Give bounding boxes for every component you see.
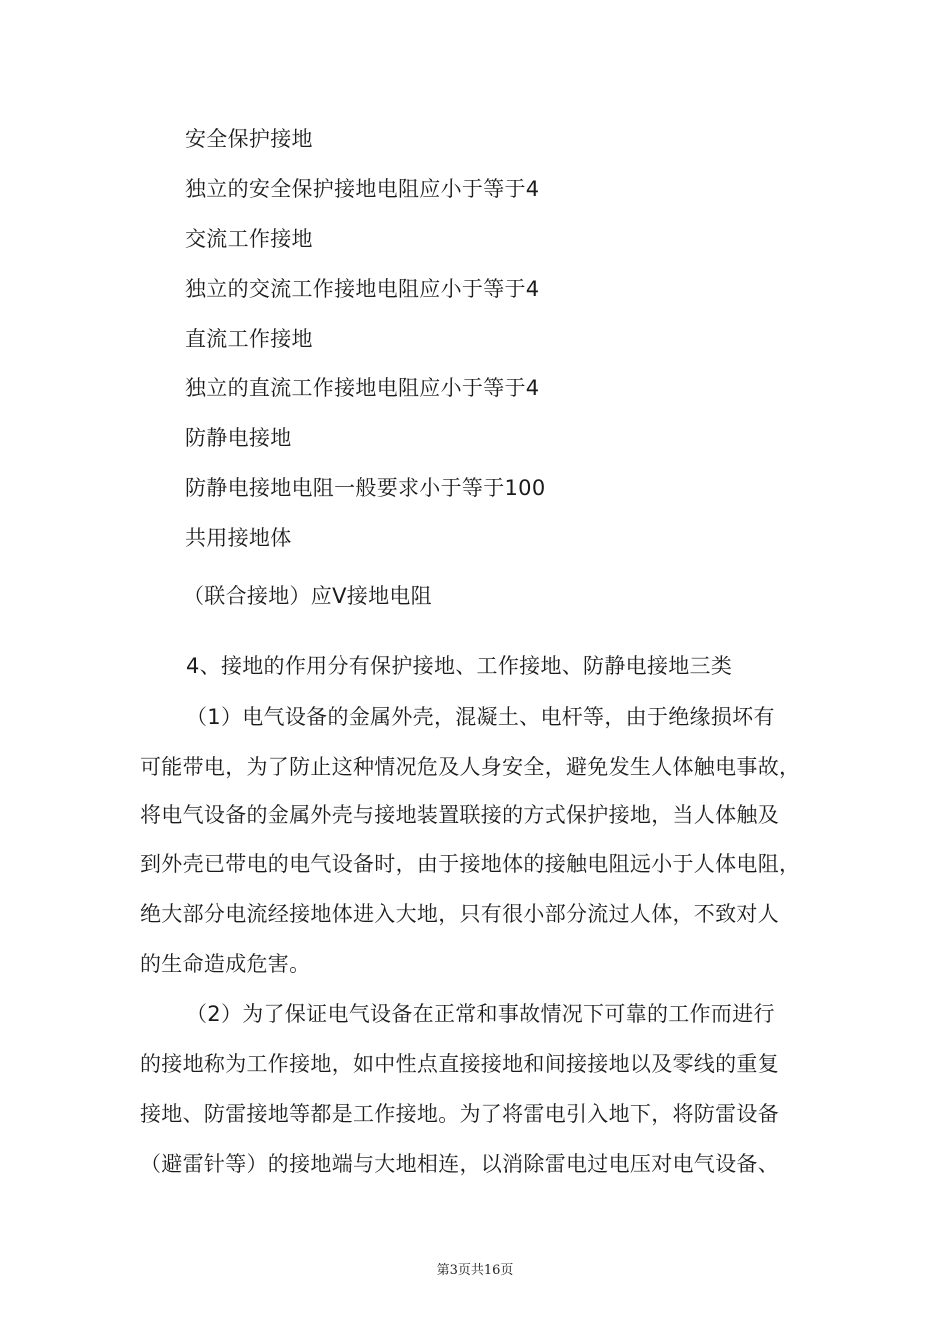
section-heading: 4、接地的作用分有保护接地、工作接地、防静电接地三类 <box>186 654 733 678</box>
list-item: 交流工作接地 <box>185 227 313 251</box>
paragraph-line: 绝大部分电流经接地体进入大地，只有很小部分流过人体，不致对人 <box>140 902 779 926</box>
paragraph-line: 接地、防雷接地等都是工作接地。为了将雷电引入地下，将防雷设备 <box>140 1102 779 1126</box>
list-item: 防静电接地 <box>185 426 292 450</box>
list-item: 独立的直流工作接地电阻应小于等于4 <box>185 376 540 400</box>
list-item: 安全保护接地 <box>185 127 313 151</box>
list-item: 独立的安全保护接地电阻应小于等于4 <box>185 177 540 201</box>
paragraph-line: （1）电气设备的金属外壳，混凝土、电杆等，由于绝缘损坏有 <box>186 705 775 729</box>
list-item: 防静电接地电阻一般要求小于等于100 <box>185 476 546 500</box>
paragraph-line: （2）为了保证电气设备在正常和事故情况下可靠的工作而进行 <box>186 1002 775 1026</box>
paragraph-line: 到外壳已带电的电气设备时，由于接地体的接触电阻远小于人体电阻， <box>140 852 801 876</box>
paragraph-line: 将电气设备的金属外壳与接地装置联接的方式保护接地，当人体触及 <box>140 803 779 827</box>
paragraph-line: 的生命造成危害。 <box>140 952 311 976</box>
note-line: （联合接地）应Ⅴ接地电阻 <box>183 584 432 608</box>
list-item: 直流工作接地 <box>185 327 313 351</box>
paragraph-line: 可能带电，为了防止这种情况危及人身安全，避免发生人体触电事故， <box>140 755 801 779</box>
paragraph-line: 的接地称为工作接地，如中性点直接接地和间接接地以及零线的重复 <box>140 1052 779 1076</box>
page-footer: 第3页共16页 <box>436 1263 514 1278</box>
paragraph-line: （避雷针等）的接地端与大地相连，以消除雷电过电压对电气设备、 <box>140 1152 779 1176</box>
list-item: 共用接地体 <box>185 526 292 550</box>
list-item: 独立的交流工作接地电阻应小于等于4 <box>185 277 540 301</box>
